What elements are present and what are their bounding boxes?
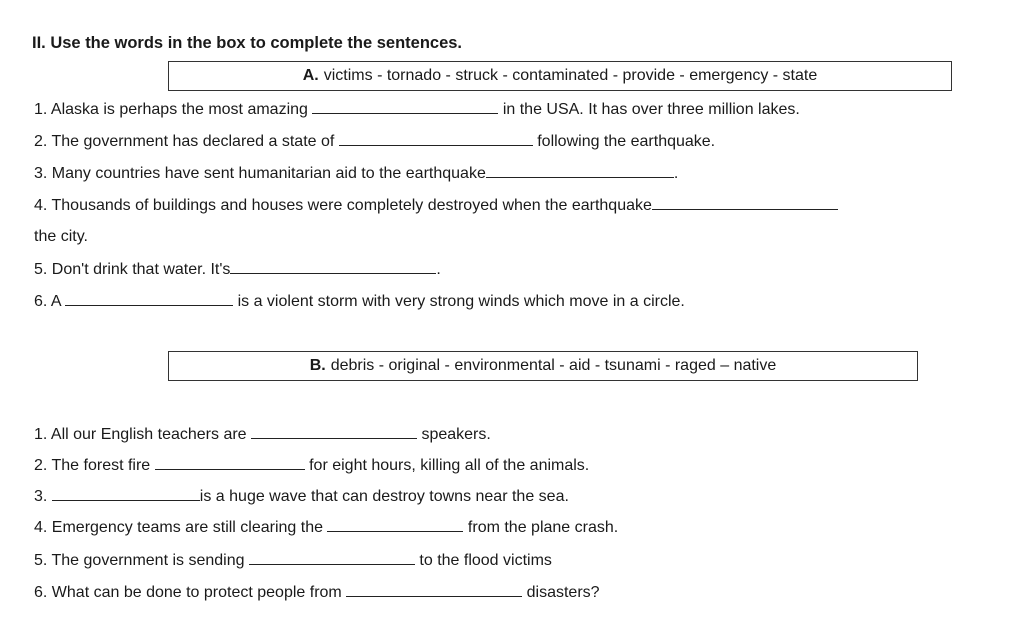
sentence-b6-text-before: 6. What can be done to protect people from xyxy=(34,584,347,601)
sentence-b3 xyxy=(34,486,569,507)
sentence-b5-blank[interactable] xyxy=(249,550,415,565)
sentence-a2-text-after: following the earthquake. xyxy=(532,133,716,150)
sentence-b1-text-before: 1. All our English teachers are xyxy=(34,426,252,443)
sentence-b4-text-before: 4. Emergency teams are still clearing the xyxy=(34,519,328,536)
sentence-a3-text-before: 3. Many countries have sent humanitarian aid to the earthquake xyxy=(34,165,486,182)
word-box-a xyxy=(168,61,952,91)
sentence-b2-text-after: for eight hours, killing all of the animals. xyxy=(304,457,590,474)
sentence-a5-text-before: 5. Don't drink that water. It's xyxy=(34,261,231,278)
sentence-a6 xyxy=(34,291,685,312)
sentence-b1-text-after: speakers. xyxy=(417,426,491,443)
sentence-a1-text-after: in the USA. It has over three million lakes. xyxy=(498,101,800,118)
sentence-a4-blank[interactable] xyxy=(652,195,838,210)
sentence-a4 xyxy=(34,195,838,216)
sentence-a4-text-before: 4. Thousands of buildings and houses were completely destroyed when the earthquake xyxy=(34,197,652,214)
sentence-b4-blank[interactable] xyxy=(327,517,463,532)
word-box-b xyxy=(168,351,918,381)
sentence-b2-blank[interactable] xyxy=(155,455,305,470)
sentence-a6-text-after: is a violent storm with very strong winds which move in a circle. xyxy=(233,293,685,310)
sentence-b2-text-before: 2. The forest fire xyxy=(34,457,155,474)
sentence-b3-text-after: is a huge wave that can destroy towns near the sea. xyxy=(199,488,569,505)
word-box-b-label: B. xyxy=(309,357,326,374)
sentence-a2-blank[interactable] xyxy=(339,131,533,146)
word-box-a-words: victims - tornado - struck - contaminated - provide - emergency - state xyxy=(323,67,818,84)
sentence-b6-blank[interactable] xyxy=(346,582,522,597)
sentence-a1-text-before: 1. Alaska is perhaps the most amazing xyxy=(34,101,313,118)
word-box-b-words: debris - original - environmental - aid - tsunami - raged – native xyxy=(330,357,777,374)
sentence-a2 xyxy=(34,131,715,152)
sentence-b5 xyxy=(34,550,552,571)
sentence-a1-blank[interactable] xyxy=(312,99,498,114)
sentence-b6 xyxy=(34,582,600,603)
exercise-title: II. Use the words in the box to complete the sentences. xyxy=(32,34,463,52)
sentence-b6-text-after: disasters? xyxy=(522,584,600,601)
sentence-b3-blank[interactable] xyxy=(52,486,200,501)
sentence-a3 xyxy=(34,163,678,184)
word-box-a-label: A. xyxy=(302,67,319,84)
sentence-b4-text-after: from the plane crash. xyxy=(463,519,619,536)
sentence-a4-continuation: the city. xyxy=(34,228,88,245)
sentence-b2 xyxy=(34,455,589,476)
sentence-a2-text-before: 2. The government has declared a state of xyxy=(34,133,339,150)
sentence-a5-text-after: . xyxy=(436,261,441,278)
sentence-a5-blank[interactable] xyxy=(230,259,436,274)
sentence-a3-text-after: . xyxy=(673,165,679,182)
sentence-b1-blank[interactable] xyxy=(251,424,417,439)
sentence-a1 xyxy=(34,99,800,120)
sentence-b5-text-after: to the flood victims xyxy=(414,552,552,569)
sentence-b4 xyxy=(34,517,618,538)
sentence-a6-blank[interactable] xyxy=(65,291,233,306)
sentence-b1 xyxy=(34,424,491,445)
sentence-a6-text-before: 6. A xyxy=(34,293,66,310)
sentence-b3-text-before: 3. xyxy=(34,488,52,505)
sentence-a3-blank[interactable] xyxy=(486,163,674,178)
sentence-a5 xyxy=(34,259,441,280)
sentence-b5-text-before: 5. The government is sending xyxy=(34,552,249,569)
